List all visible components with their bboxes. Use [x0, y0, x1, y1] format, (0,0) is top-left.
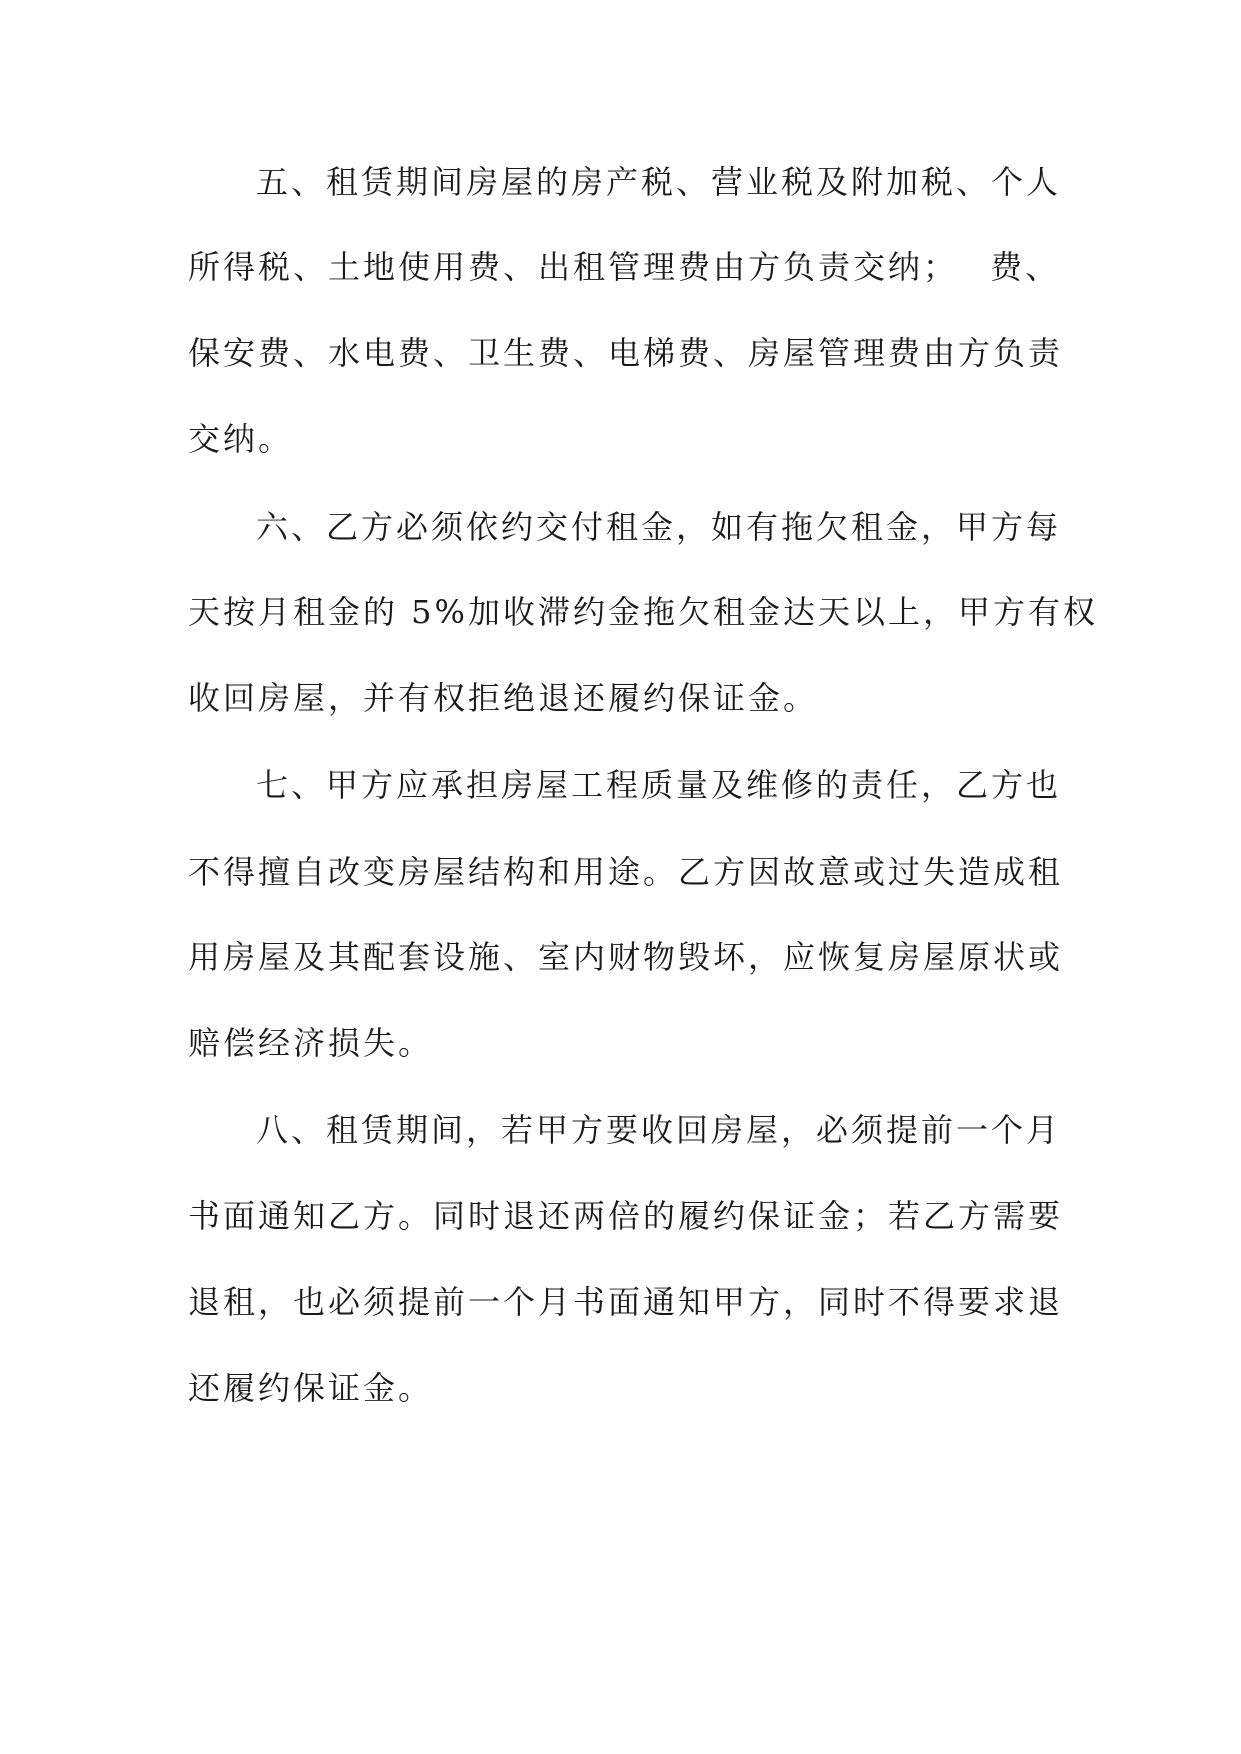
clause-5-line-3: 保安费、水电费、卫生费、电梯费、房屋管理费由方负责	[188, 334, 1064, 372]
clause-6-line-2: 天按月租金的 5%加收滞约金拖欠租金达天以上，甲方有权	[188, 593, 1098, 631]
clause-7-line-3: 用房屋及其配套设施、室内财物毁坏，应恢复房屋原状或	[188, 938, 1064, 976]
clause-8-line-2: 书面通知乙方。同时退还两倍的履约保证金；若乙方需要	[188, 1197, 1064, 1235]
clause-5-line-1: 五、租赁期间房屋的房产税、营业税及附加税、个人	[256, 163, 1062, 201]
clause-8-line-3: 退租，也必须提前一个月书面通知甲方，同时不得要求退	[188, 1283, 1064, 1321]
clause-6-line-3: 收回房屋，并有权拒绝退还履约保证金。	[188, 679, 819, 717]
clause-7-line-4: 赔偿经济损失。	[188, 1024, 434, 1062]
clause-5-line-2: 所得税、土地使用费、出租管理费由方负责交纳； 费、	[188, 248, 1061, 286]
clause-7-line-2: 不得擅自改变房屋结构和用途。乙方因故意或过失造成租	[188, 853, 1064, 891]
clause-7-line-1: 七、甲方应承担房屋工程质量及维修的责任，乙方也	[256, 766, 1062, 804]
clause-8-line-4: 还履约保证金。	[188, 1369, 434, 1407]
clause-5-line-4: 交纳。	[188, 420, 294, 458]
clause-8-line-1: 八、租赁期间，若甲方要收回房屋，必须提前一个月	[256, 1111, 1062, 1149]
clause-6-line-1: 六、乙方必须依约交付租金，如有拖欠租金，甲方每	[256, 508, 1062, 546]
